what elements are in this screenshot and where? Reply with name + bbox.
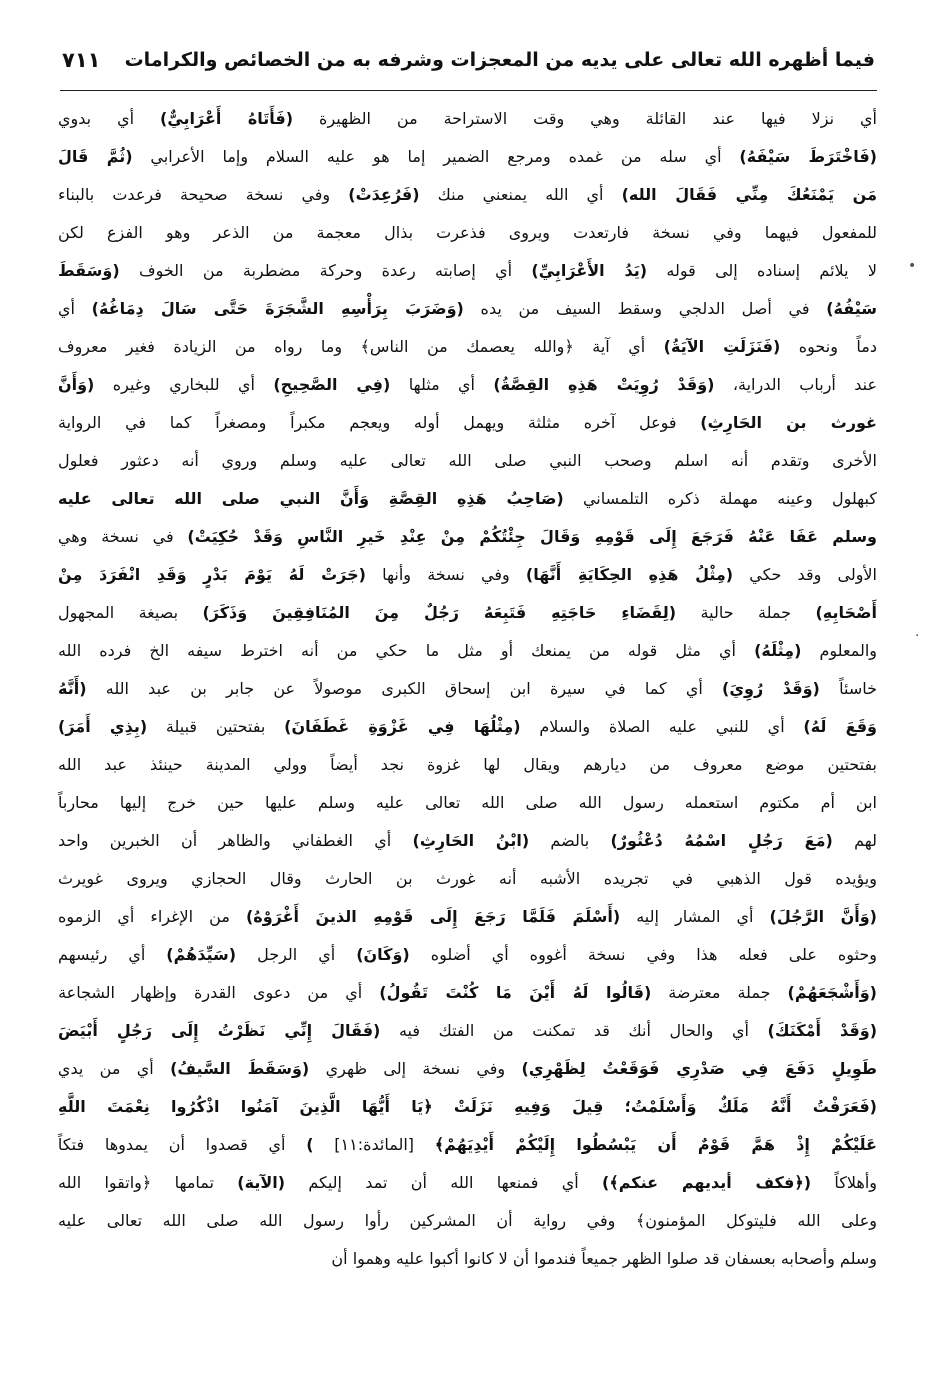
text-line <box>58 898 877 936</box>
matn-text: (أَسْلَمَ فَلَمَّا رَجَعَ إِلَى قَوْمِهِ الذينَ أَغْرَوْهُ) <box>245 907 621 926</box>
commentary-text: وفي نسخة وأنها <box>365 565 526 584</box>
text-line <box>58 784 877 822</box>
matn-text: (وَكَانَ) <box>356 945 410 964</box>
commentary-text: الأخرى وتقدم أنه اسلم وصحب النبي صلى الله تعالى عليه وسلم وروي أنه دعثور فعلول <box>58 451 877 470</box>
commentary-text: أي فمنعها الله أن تمد إليكم <box>285 1173 603 1192</box>
matn-text: (سَيِّدَهُمْ) <box>166 945 237 964</box>
matn-text: (وَقَدْ رُوِيَ) <box>722 679 820 698</box>
text-line <box>58 290 877 328</box>
commentary-text: وحثوه على فعله هذا وفي نسخة أغووه أي أضلوه <box>409 945 877 964</box>
text-line <box>58 1202 877 1240</box>
commentary-text: بصيغة المجهول <box>58 603 203 622</box>
commentary-text: في نسخة وهي <box>58 527 188 546</box>
page-number: ٧١١ <box>62 48 101 72</box>
matn-text: مَن يَمْنَعُكَ مِنِّي فَقَالَ الله) <box>621 185 877 204</box>
commentary-text: أي والحال أنك قد تمكنت من الفتك فيه <box>380 1021 768 1040</box>
text-line <box>58 1050 877 1088</box>
commentary-text: أي بدوي <box>58 109 161 128</box>
commentary-text: أي الغطفاني والظاهر أن الخبرين واحد <box>58 831 413 850</box>
text-line <box>58 670 877 708</box>
text-line <box>58 252 877 290</box>
commentary-text: وفي نسخة إلى ظهري <box>309 1059 522 1078</box>
commentary-text: أي آية ﴿والله يعصمك من الناس﴾ وما رواه من الزيادة فغير معروف <box>58 337 664 356</box>
matn-text: (يَدُ الأَعْرَابِيِّ) <box>531 261 648 280</box>
matn-text: (فَاخْتَرَطَ سَيْفَهُ) <box>739 147 877 166</box>
matn-text: (ابْنُ الحَارِثِ) <box>412 831 530 850</box>
text-line <box>58 860 877 898</box>
margin-mark: • <box>908 258 917 274</box>
text-line <box>58 708 877 746</box>
text-line <box>58 404 877 442</box>
text-line <box>58 822 877 860</box>
text-line <box>58 936 877 974</box>
text-line <box>58 974 877 1012</box>
commentary-text: عند أرباب الدراية، <box>714 375 877 394</box>
matn-text: (وَقَدْ رُوِيَتْ هَذِهِ القِصَّةُ) <box>493 375 715 394</box>
matn-text: (قَالُوا لَهُ أَيْنَ مَا كُنْتَ تَقُولُ) <box>379 983 652 1002</box>
commentary-text: جملة معترضة <box>651 983 788 1002</box>
body-text <box>58 100 877 1278</box>
commentary-text: أي للبخاري وغيره <box>94 375 274 394</box>
commentary-text: فوعل آخره مثلثة ويهمل أوله ويعجم مكبراً ومصغراً كما في الرواية <box>58 413 701 432</box>
matn-text: طَوِيلٍ دَفَعَ فِي صَدْرِي فَوَقَعْتُ لِظَهْرِي) <box>521 1059 877 1078</box>
commentary-text: أي مثل قوله من يمنعك أو مثل ما حكي من أنه اخترط سيفه الخ فرده الله <box>58 641 755 660</box>
matn-text: (مِثْلُهَا فِي غَزْوَةِ غَطَفَانَ) <box>284 717 521 736</box>
text-line <box>58 1012 877 1050</box>
commentary-text: أي من يدي <box>58 1059 171 1078</box>
matn-text: (فَنَزَلَتِ الآيَةُ) <box>663 337 781 356</box>
matn-text: (فِي الصَّحِيحِ) <box>273 375 391 394</box>
text-line <box>58 746 877 784</box>
text-line <box>58 138 877 176</box>
text-line <box>58 328 877 366</box>
matn-text: أَصْحَابِهِ) <box>815 603 877 622</box>
commentary-text: أي إصابته رعدة وحركة مضطربة من الخوف <box>119 261 532 280</box>
matn-text: (وَأَشْجَعَهُمْ) <box>787 983 877 1002</box>
matn-text: (فَقَالَ إِنِّي نَظَرْتُ إِلَى رَجُلٍ أَبْيَضَ <box>58 1021 381 1040</box>
matn-text: (لِقَضَاءِ حَاجَتِهِ فَتَبِعَهُ رَجُلٌ مِنَ المُنَافِقِينَ وَذَكَرَ) <box>202 603 677 622</box>
commentary-text: أي الرجل <box>236 945 357 964</box>
matn-text: (وَضَرَبَ بِرَأْسِهِ الشَّجَرَةَ حَتَّى سَالَ دِمَاغُهُ) <box>91 299 464 318</box>
text-line <box>58 594 877 632</box>
matn-text: (وَأَنَّ <box>58 375 95 394</box>
commentary-text: أي <box>58 299 92 318</box>
matn-text: (جَرَتْ لَهُ يَوْمَ بَدْرٍ وَقَدِ انْفَرَدَ مِنْ <box>58 565 366 584</box>
text-line <box>58 556 877 594</box>
commentary-text: في أصل الدلجي وسقط السيف من يده <box>463 299 827 318</box>
matn-text: سَيْفُهُ) <box>826 299 877 318</box>
matn-text: (مَعَ رَجُلٍ اسْمُهُ دُعْثُورٌ) <box>610 831 833 850</box>
matn-text: (وَسَقَطَ <box>58 261 120 280</box>
commentary-text: خاسئاً <box>819 679 877 698</box>
commentary-text: والمعلوم <box>801 641 877 660</box>
matn-text: عَلَيْكُمْ إِذْ هَمَّ قَوْمٌ أَن يَبْسُطُوا إِلَيْكُمْ أَيْدِيَهُمْ﴾ <box>434 1135 877 1154</box>
running-header <box>62 40 875 80</box>
commentary-text: جملة حالية <box>676 603 816 622</box>
matn-text: غورث بن الحَارِثِ) <box>700 413 877 432</box>
commentary-text: بفتحتين قبيلة <box>147 717 285 736</box>
text-line <box>58 214 877 252</box>
commentary-text: كبهلول وعينه مهملة ذكره التلمساني <box>563 489 877 508</box>
commentary-text: أي المشار إليه <box>620 907 770 926</box>
matn-text: (صَاحِبُ هَذِهِ القِصَّةِ وَأَنَّ النبي صلى الله تعالى عليه <box>58 489 564 508</box>
matn-text: (وَسَقَطَ السَّيفُ) <box>170 1059 310 1078</box>
commentary-text: تمامها ﴿واتقوا الله <box>58 1173 238 1192</box>
commentary-text: أي كما في سيرة ابن إسحاق الكبرى موصولاً عن جابر بن عبد الله <box>86 679 723 698</box>
matn-text: (فَعَرَفْتُ أَنَّهُ مَلَكٌ وَأَسْلَمْتُ؛ قِيلَ وَفِيهِ نَزَلَتْ ﴿يَا أَيُّهَا الَّذِينَ آمَنُوا اذْكُرُوا نِعْمَتَ اللَّهِ <box>58 1097 877 1116</box>
matn-text: وَقَعَ لَهُ) <box>803 717 877 736</box>
commentary-text: بفتحتين موضع معروف من ديارهم ويقال لها غزوة نجد أيضاً وولي المدينة حينئذ عبد الله <box>58 755 877 774</box>
text-line <box>58 100 877 138</box>
commentary-text: وأهلاكاً <box>811 1173 877 1192</box>
text-line <box>58 1164 877 1202</box>
commentary-text: ابن أم مكتوم استعمله رسول الله صلى الله تعالى عليه وسلم عليها حين خرج إليها محارباً <box>58 793 877 812</box>
matn-text: (فَأَتَاهُ أَعْرَابِيٌّ) <box>160 109 294 128</box>
commentary-text: الأولى وقد حكي <box>733 565 877 584</box>
commentary-text: دماً ونحوه <box>780 337 877 356</box>
commentary-text: لا يلائم إسناده إلى قوله <box>647 261 877 280</box>
matn-text: (مِثْلُ هَذِهِ الحِكَايَةِ أَنَّهَا) <box>525 565 734 584</box>
commentary-text: للمفعول فيهما وفي نسخة فارتعدت ويروى فذعرت بذال معجمة من الذعر وهو الفزع لكن <box>58 223 877 242</box>
commentary-text: أي قصدوا أن يمدوها فتكاً <box>58 1135 307 1154</box>
commentary-text: [المائدة:١١] <box>313 1135 435 1154</box>
commentary-text: أي نزلا فيها عند القائلة وهي وقت الاستراحة من الظهيرة <box>293 109 877 128</box>
commentary-text: أي رئيسهم <box>58 945 167 964</box>
text-line <box>58 176 877 214</box>
matn-text: (ثُمَّ قَالَ <box>58 147 133 166</box>
text-line <box>58 480 877 518</box>
matn-text: (بِذِي أَمَرَ) <box>58 717 148 736</box>
running-title: فيما أظهره الله تعالى على يديه من المعجزات وشرفه به من الخصائص والكرامات <box>124 49 875 71</box>
text-line <box>58 1126 877 1164</box>
matn-text: (فَرُعِدَتْ) <box>348 185 420 204</box>
commentary-text: أي من دعوى القدرة وإظهار الشجاعة <box>58 983 380 1002</box>
matn-text: (الآية) <box>237 1173 286 1192</box>
commentary-text: أي للنبي عليه الصلاة والسلام <box>520 717 804 736</box>
matn-text: (﴿فكف أيديهم عنكم﴾) <box>602 1173 812 1192</box>
commentary-text: وعلى الله فليتوكل المؤمنون﴾ وفي رواية أن المشركين رأوا رسول الله صلى الله تعالى عليه <box>58 1211 877 1230</box>
commentary-text: بالضم <box>529 831 611 850</box>
matn-text: (مِثْلَهُ) <box>754 641 802 660</box>
matn-text: (أَنَّهُ <box>58 679 87 698</box>
text-line <box>58 518 877 556</box>
header-rule <box>60 90 877 91</box>
commentary-text: ويؤيده قول الذهبي في تجريده الأشبه أنه غورث بن الحارث وقال الحجازي ويروى غويرث <box>58 869 877 888</box>
commentary-text: من الإغراء أي الزموه <box>58 907 246 926</box>
text-line <box>58 1088 877 1126</box>
matn-text: (وَقَدْ أَمْكَنَكَ) <box>767 1021 877 1040</box>
commentary-text: أي سله من غمده ومرجع الضمير إما هو عليه السلام وإما الأعرابي <box>132 147 740 166</box>
commentary-text: وفي نسخة صحيحة فرعدت بالبناء <box>58 185 349 204</box>
commentary-text: أي الله يمنعني منك <box>419 185 622 204</box>
text-line <box>58 1240 877 1278</box>
text-line <box>58 366 877 404</box>
matn-text: وسلم عَفَا عَنْهُ فَرَجَعَ إِلَى قَوْمِهِ وَقَالَ جِئْتُكُمْ مِنْ عِنْدِ خَيرِ النَّاسِ وَقَدْ حُكِيَتْ) <box>187 527 877 546</box>
text-line <box>58 632 877 670</box>
commentary-text: أي مثلها <box>390 375 494 394</box>
margin-mark: · <box>915 628 920 644</box>
matn-text: (وَأَنَّ الرَّجُلَ) <box>769 907 877 926</box>
matn-text: ) <box>306 1135 314 1154</box>
commentary-text: وسلم وأصحابه بعسفان قد صلوا الظهر جميعاً فندموا أن لا كانوا أكبوا عليه وهموا أن <box>331 1249 877 1268</box>
text-line <box>58 442 877 480</box>
commentary-text: لهم <box>832 831 877 850</box>
